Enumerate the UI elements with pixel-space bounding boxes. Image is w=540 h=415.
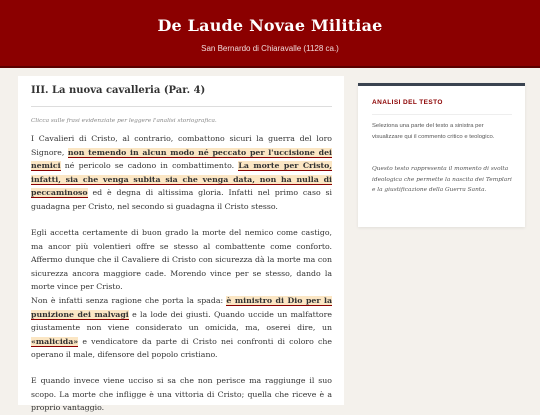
sidebar-title: ANALISI DEL TESTO xyxy=(372,99,443,106)
text-segment: e vendicatore da parte di Cristo nei confronti di coloro che operano il male, difensore del popolo cristiano. xyxy=(31,336,333,360)
highlight-phrase-death-for-christ[interactable]: La morte per Cristo, infatti, sia che venga subita sia che venga data, non ha nulla di peccaminoso xyxy=(31,161,333,198)
highlight-phrase-malicida[interactable]: «malicida» xyxy=(31,336,79,346)
text-segment: I Cavalieri di Cristo, al contrario, combattono sicuri la guerra del loro Signore, xyxy=(31,134,332,157)
paragraph-3 xyxy=(31,294,332,362)
instruction-hint: Clicca sulle frasi evidenziate per leggere l'analisi storiografica. xyxy=(31,118,217,124)
text-segment: né pericolo se cadono in combattimento. xyxy=(64,161,235,171)
main-text-panel xyxy=(18,76,344,413)
sidebar-note: Questo testo rappresenta il momento di svolta ideologica che permette la nascita dei Templari e la giustificazione della Guerra Santa. xyxy=(372,166,512,193)
sidebar-instructions: Seleziona una parte del testo a sinistra per visualizzare qui il commento critico e teologico. xyxy=(372,123,495,140)
sidebar-divider xyxy=(372,114,512,115)
highlight-phrase-no-sin[interactable]: non temendo in alcun modo né peccato per l'uccisione dei nemici xyxy=(31,147,332,171)
paragraph-1 xyxy=(31,132,332,214)
paragraph-4: E quando invece viene ucciso si sa che non perisce ma raggiunge il suo scopo. La morte che infligge è una vittoria di Cristo; quella che riceve è a proprio vantaggio. xyxy=(31,376,332,413)
site-header xyxy=(0,0,540,68)
paragraph-2: Egli accetta certamente di buon grado la morte del nemico come castigo, ma ancor più volentieri offre se stesso al combattente come conforto. Affermo dunque che il Cavaliere di Cristo con sicurezza dà la morte ma con sicurezza ancora maggiore cade. Morendo vince per se stesso, dando la morte vince per Cristo. xyxy=(31,228,332,292)
text-segment: e la lode dei giusti. Quando uccide un malfattore giustamente non viene considerato un omicida, ma, oserei dire, un xyxy=(31,309,332,333)
analysis-sidebar xyxy=(358,83,525,227)
site-title: De Laude Novae Militiae xyxy=(157,16,383,35)
text-segment: Non è infatti senza ragione che porta la spada: xyxy=(31,296,224,305)
site-subtitle: San Bernardo di Chiaravalle (1128 ca.) xyxy=(201,44,339,53)
title-divider xyxy=(31,106,332,107)
text-segment: ed è degna di altissima gloria. Infatti nel primo caso si guadagna per Cristo, nel secondo si guadagna il Cristo stesso. xyxy=(31,188,332,211)
highlight-phrase-minister-of-god[interactable]: è ministro di Dio per la punizione dei malvagi xyxy=(31,296,333,319)
section-title: III. La nuova cavalleria (Par. 4) xyxy=(31,85,206,96)
